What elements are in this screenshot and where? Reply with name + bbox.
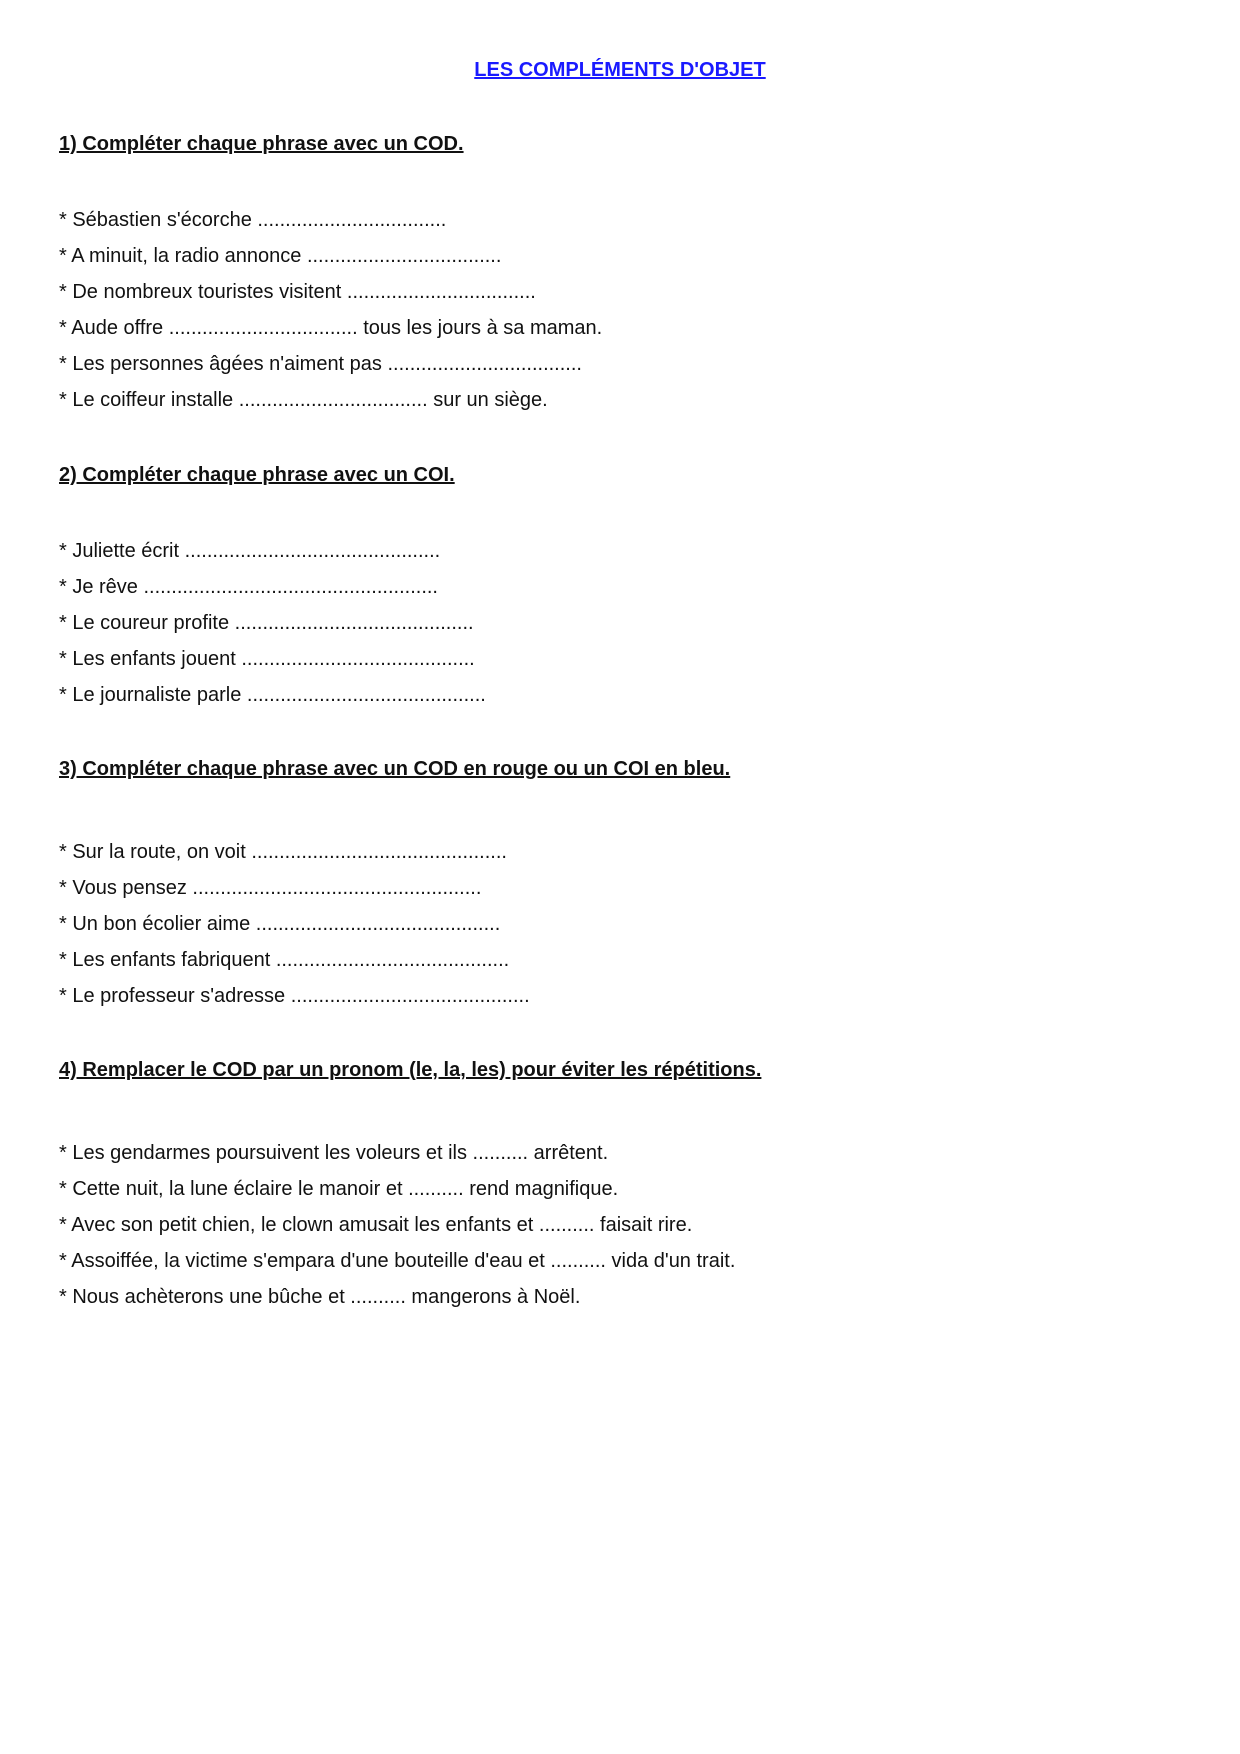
- list-item: * Le coiffeur installe .................................. sur un siège.: [59, 389, 548, 411]
- list-item: * Un bon écolier aime ............................................: [59, 913, 501, 935]
- page-title: LES COMPLÉMENTS D'OBJET: [474, 59, 766, 81]
- list-item: * Sur la route, on voit ..............................................: [59, 841, 507, 863]
- exercise-3-heading: 3) Compléter chaque phrase avec un COD en rouge ou un COI en bleu.: [59, 758, 731, 780]
- list-item: * Je rêve .....................................................: [59, 576, 438, 598]
- list-item: * Aude offre .................................. tous les jours à sa maman.: [59, 317, 603, 339]
- exercise-2-list: [59, 533, 1179, 713]
- exercise-4: [59, 1057, 1179, 1315]
- list-item: * De nombreux touristes visitent ..................................: [59, 281, 536, 303]
- exercise-3-list: [59, 834, 1179, 1014]
- list-item: * Nous achèterons une bûche et .......... mangerons à Noël.: [59, 1286, 581, 1308]
- list-item: * Avec son petit chien, le clown amusait les enfants et .......... faisait rire.: [59, 1214, 693, 1236]
- exercise-1: [59, 131, 1179, 418]
- exercise-2: [59, 462, 1179, 713]
- list-item: * Les enfants fabriquent ..........................................: [59, 949, 510, 971]
- list-item: * Assoiffée, la victime s'empara d'une bouteille d'eau et .......... vida d'un trait.: [59, 1250, 736, 1272]
- exercise-1-heading: 1) Compléter chaque phrase avec un COD.: [59, 133, 464, 155]
- list-item: * Sébastien s'écorche ..................................: [59, 209, 447, 231]
- exercise-4-heading: 4) Remplacer le COD par un pronom (le, la, les) pour éviter les répétitions.: [59, 1059, 762, 1081]
- list-item: * Le journaliste parle ...........................................: [59, 684, 486, 706]
- list-item: * Vous pensez ....................................................: [59, 877, 482, 899]
- exercise-1-list: [59, 202, 1179, 418]
- exercise-4-list: [59, 1135, 1179, 1315]
- list-item: * Les personnes âgées n'aiment pas ...................................: [59, 353, 582, 375]
- list-item: * Cette nuit, la lune éclaire le manoir et .......... rend magnifique.: [59, 1178, 619, 1200]
- list-item: * Les enfants jouent ..........................................: [59, 648, 475, 670]
- list-item: * A minuit, la radio annonce ...................................: [59, 245, 502, 267]
- list-item: * Juliette écrit ..............................................: [59, 540, 441, 562]
- list-item: * Les gendarmes poursuivent les voleurs et ils .......... arrêtent.: [59, 1142, 609, 1164]
- exercise-2-heading: 2) Compléter chaque phrase avec un COI.: [59, 464, 455, 486]
- list-item: * Le coureur profite ...........................................: [59, 612, 474, 634]
- list-item: * Le professeur s'adresse ...........................................: [59, 985, 530, 1007]
- exercise-3: [59, 756, 1179, 1014]
